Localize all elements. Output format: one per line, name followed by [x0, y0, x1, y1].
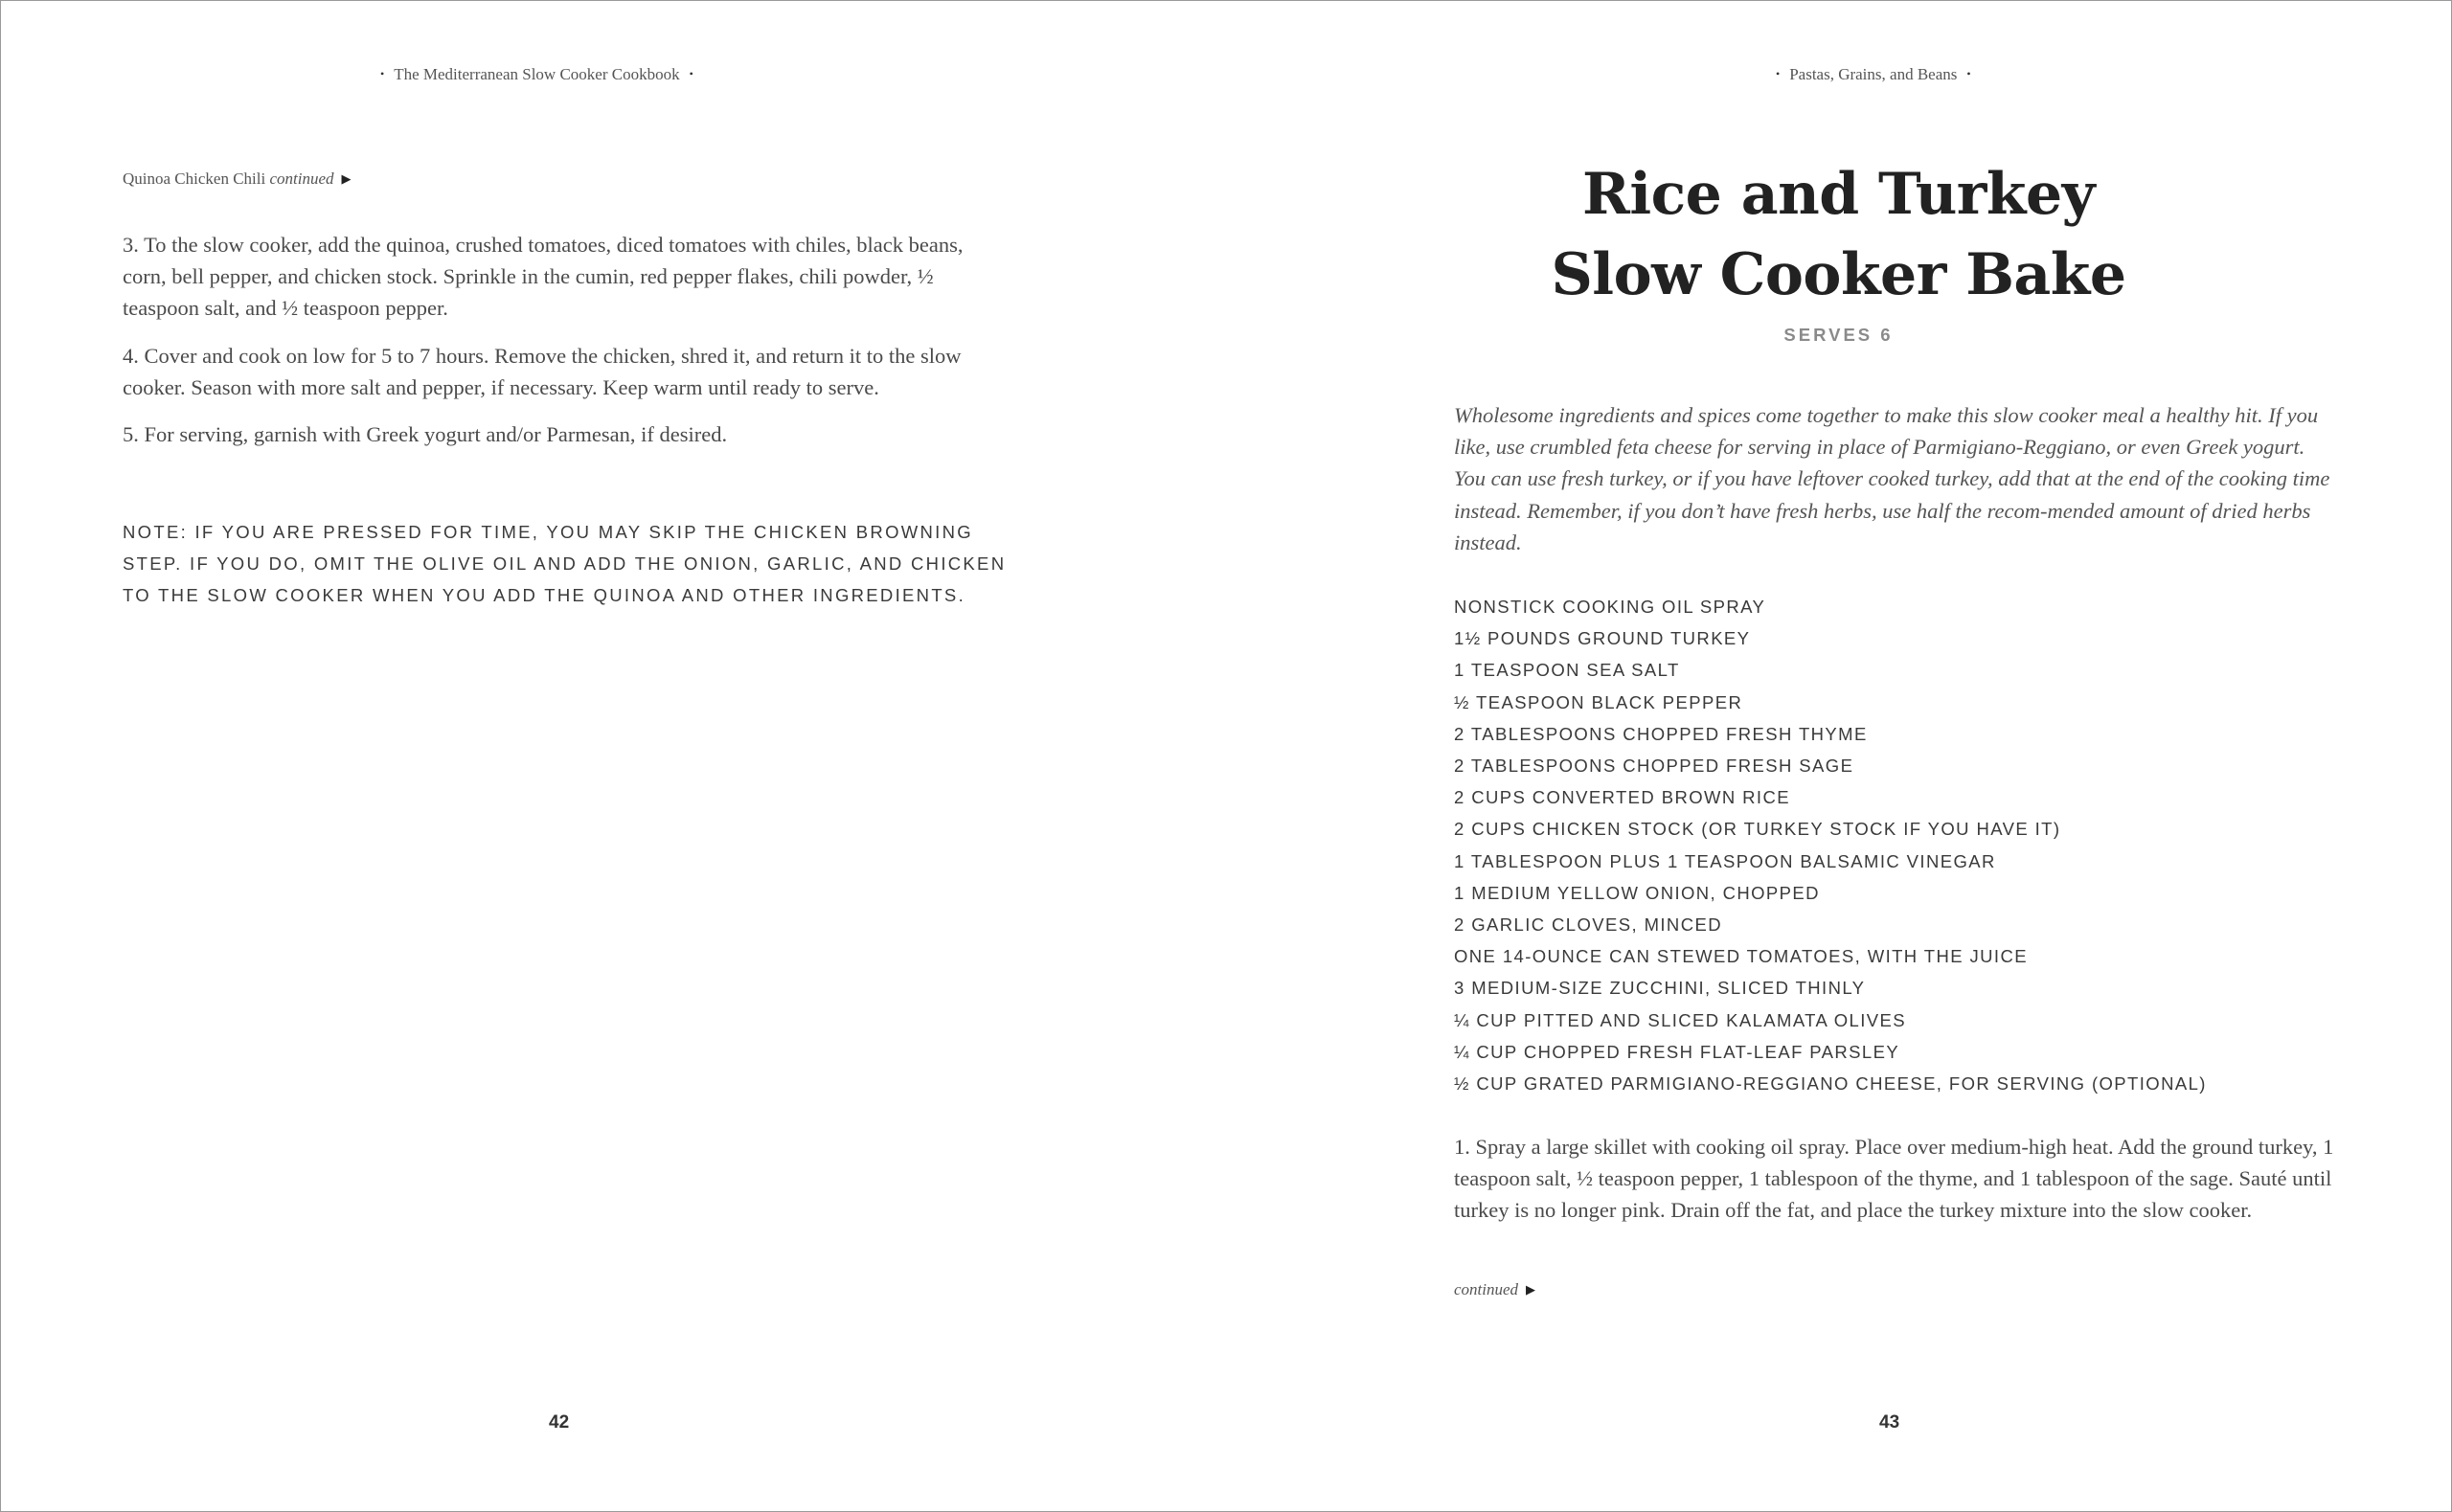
ingredient-item: 1 MEDIUM YELLOW ONION, CHOPPED [1454, 882, 1820, 903]
ingredient-item: ½ CUP GRATED PARMIGIANO-REGGIANO CHEESE, FOR SERVING (OPTIONAL) [1454, 1073, 2207, 1095]
recipe-title [1226, 154, 2451, 315]
bullet-icon: • [1776, 67, 1781, 80]
ingredient-item: 1½ POUNDS GROUND TURKEY [1454, 628, 1751, 649]
serves-label: SERVES 6 [1783, 325, 1894, 345]
ingredient-item: 2 CUPS CHICKEN STOCK (OR TURKEY STOCK IF YOU HAVE IT) [1454, 819, 2061, 840]
ingredient-item: ¼ CUP PITTED AND SLICED KALAMATA OLIVES [1454, 1009, 1907, 1030]
recipe-steps [1454, 1131, 2335, 1227]
right-page [1226, 1, 2451, 1511]
recipe-steps [123, 229, 1004, 465]
left-running-head [380, 65, 693, 84]
page-number: 43 [1879, 1412, 1900, 1433]
continued-label: continued [269, 169, 334, 188]
recipe-step: 4. Cover and cook on low for 5 to 7 hours. Remove the chicken, shred it, and return it to the slow cooker. Season with more salt and pepper, if necessary. Keep warm until ready to serve. [123, 343, 962, 399]
recipe-note: NOTE: IF YOU ARE PRESSED FOR TIME, YOU MAY SKIP THE CHICKEN BROWNING STEP. IF YOU DO, OMIT THE OLIVE OIL AND ADD THE ONION, GARLIC, AND CHICKEN TO THE SLOW COOKER WHEN YOU ADD THE QUINOA AND OTHER INGREDIENTS. [123, 522, 1007, 606]
ingredient-item: ONE 14-OUNCE CAN STEWED TOMATOES, WITH THE JUICE [1454, 946, 2028, 967]
recipe-step: 1. Spray a large skillet with cooking oil spray. Place over medium-high heat. Add the ground turkey, 1 teaspoon salt, ½ teaspoon pepper, 1 tablespoon of the thyme, and 1 tablespoon of the sage. Sauté until turkey is no longer pink. Drain off the fat, and place the turkey mixture into the slow cooker. [1454, 1135, 2334, 1223]
recipe-step: 5. For serving, garnish with Greek yogurt and/or Parmesan, if desired. [123, 422, 728, 447]
ingredient-list [1454, 591, 2412, 1099]
arrow-right-icon: ▶ [341, 171, 352, 186]
arrow-right-icon: ▶ [1526, 1282, 1536, 1297]
ingredient-item: 2 TABLESPOONS CHOPPED FRESH THYME [1454, 723, 1868, 744]
bullet-icon: • [380, 67, 385, 80]
continued-label: continued [1454, 1280, 1519, 1298]
ingredient-item: NONSTICK COOKING OIL SPRAY [1454, 597, 1766, 617]
ingredient-item: 1 TABLESPOON PLUS 1 TEASPOON BALSAMIC VINEGAR [1454, 850, 1996, 871]
recipe-title-line: Slow Cooker Bake [1551, 241, 2126, 308]
ingredient-item: 3 MEDIUM-SIZE ZUCCHINI, SLICED THINLY [1454, 978, 1866, 999]
ingredient-item: ½ TEASPOON BLACK PEPPER [1454, 691, 1743, 712]
recipe-title-line: Rice and Turkey [1581, 161, 2096, 228]
bullet-icon: • [689, 67, 693, 80]
bullet-icon: • [1966, 67, 1971, 80]
left-page [1, 1, 1226, 1511]
ingredient-item: 2 CUPS CONVERTED BROWN RICE [1454, 787, 1790, 808]
continued-footer [1454, 1280, 1535, 1299]
running-head-text: Pastas, Grains, and Beans [1789, 65, 1958, 83]
recipe-step: 3. To the slow cooker, add the quinoa, crushed tomatoes, diced tomatoes with chiles, black beans, corn, bell pepper, and chicken stock. Sprinkle in the cumin, red pepper flakes, chili powder, ½ teaspoon salt, and ½ teaspoon pepper. [123, 233, 964, 321]
recipe-intro: Wholesome ingredients and spices come together to make this slow cooker meal a healthy hit. If you like, use crumbled feta cheese for serving in place of Parmigiano-Reggiano, or even Greek yogurt. You can use fresh turkey, or if you have leftover cooked turkey, add that at the end of the cooking time instead. Remember, if you don’t have fresh herbs, use half the recom-mended amount of dried herbs instead. [1454, 403, 2330, 554]
right-running-head [1776, 65, 1971, 84]
continued-header [123, 169, 352, 189]
ingredient-item: 2 GARLIC CLOVES, MINCED [1454, 914, 1722, 936]
ingredient-item: ¼ CUP CHOPPED FRESH FLAT-LEAF PARSLEY [1454, 1041, 1900, 1062]
page-number: 42 [549, 1412, 570, 1433]
continued-recipe-name: Quinoa Chicken Chili [123, 169, 266, 188]
running-head-text: The Mediterranean Slow Cooker Cookbook [394, 65, 680, 83]
ingredient-item: 1 TEASPOON SEA SALT [1454, 660, 1680, 681]
ingredient-item: 2 TABLESPOONS CHOPPED FRESH SAGE [1454, 756, 1854, 777]
